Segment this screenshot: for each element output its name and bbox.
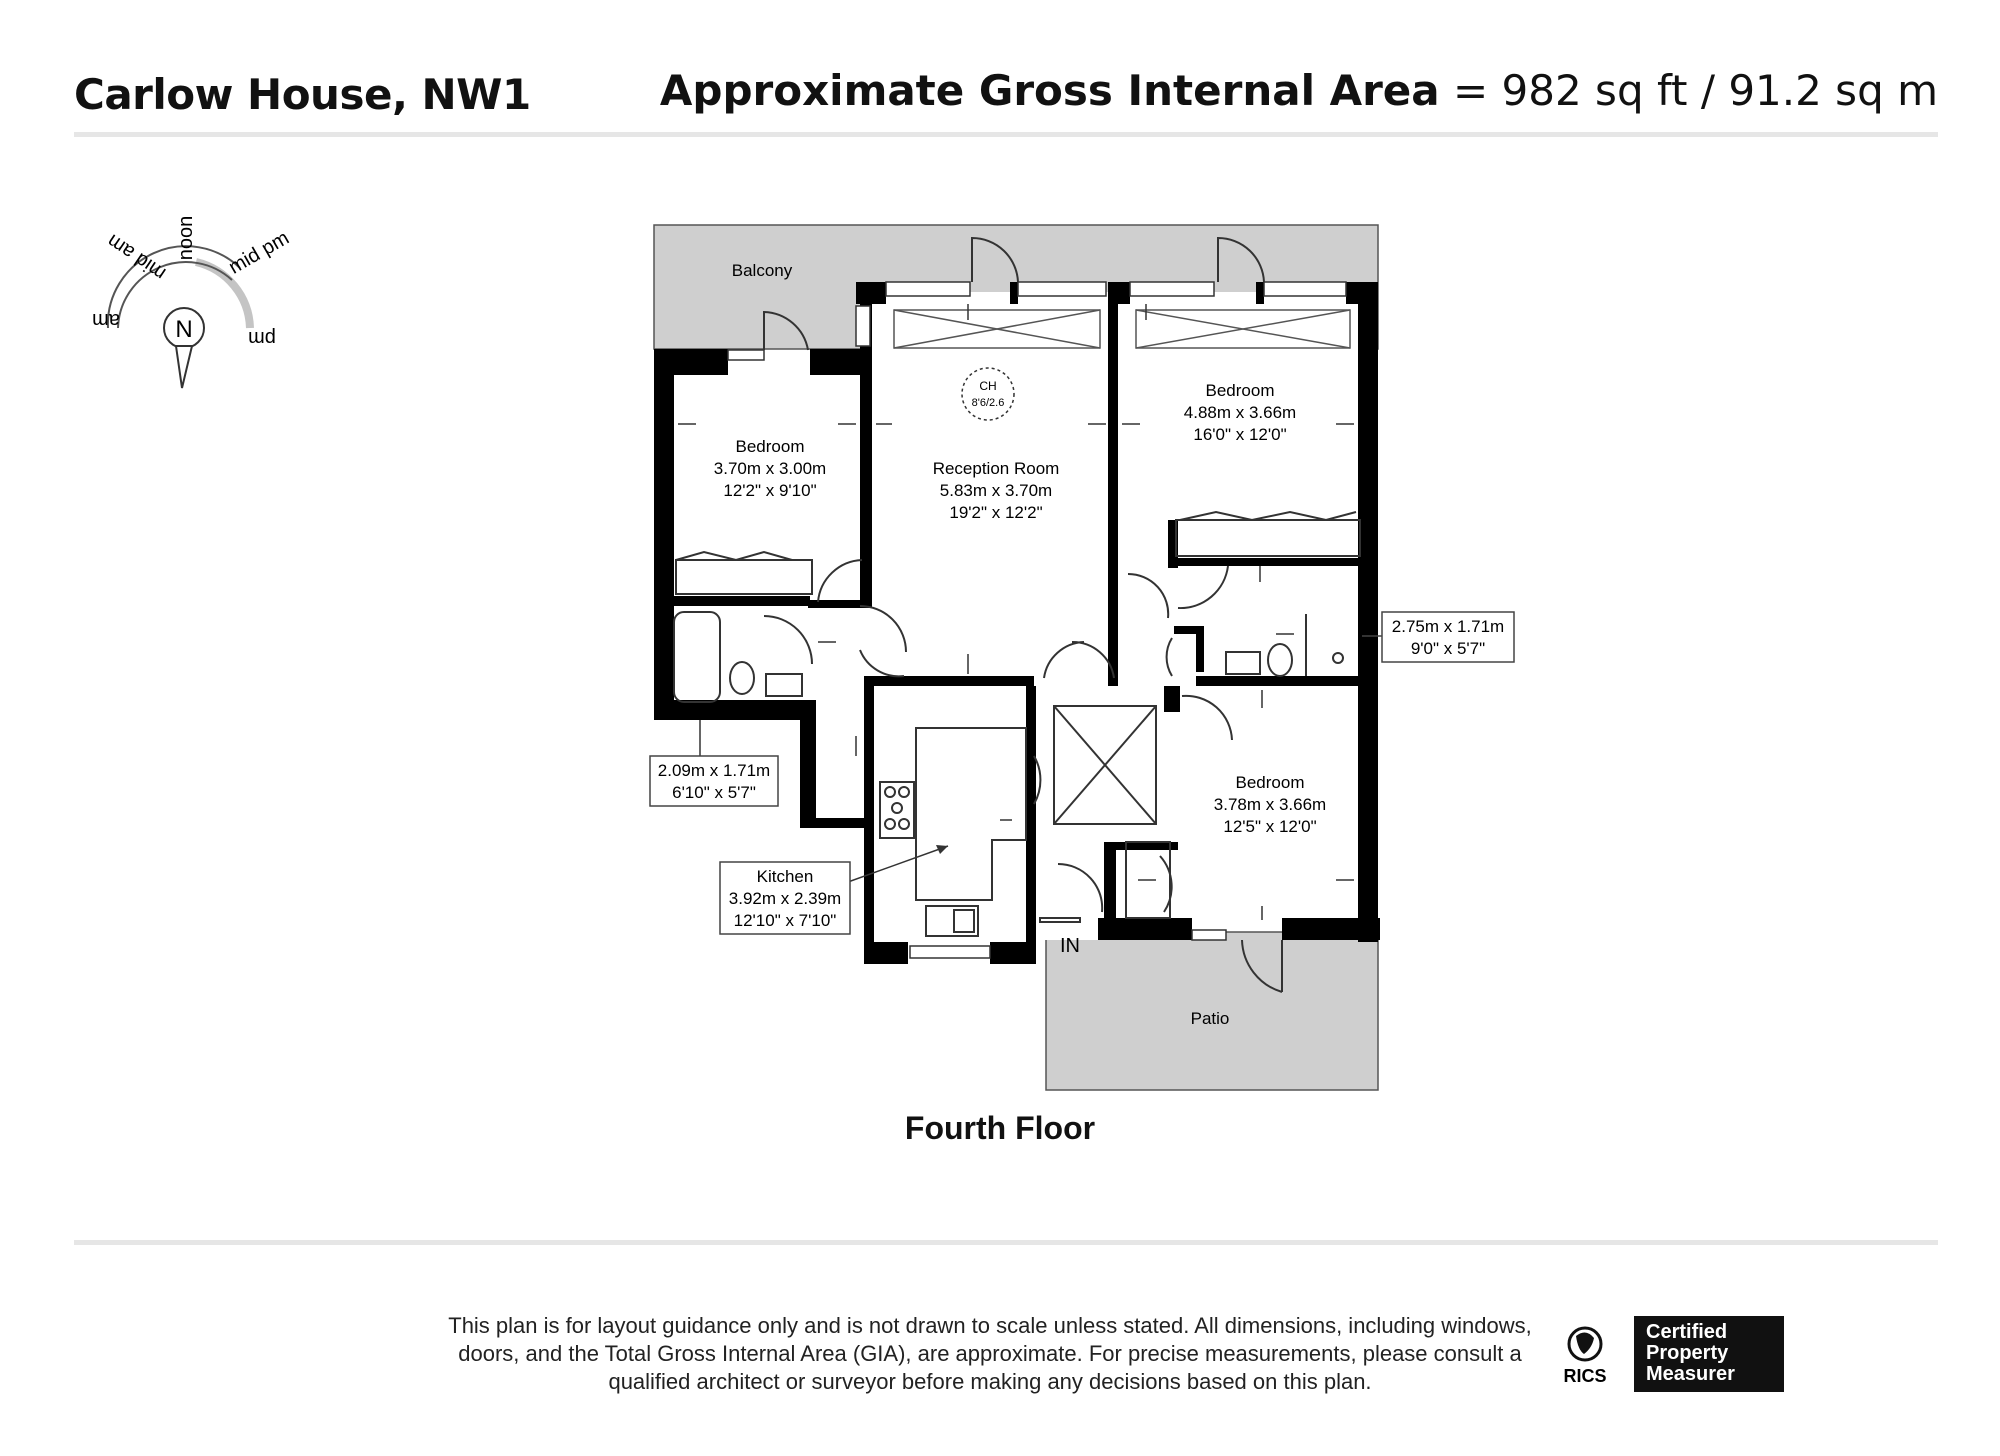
cert-line-2: Property [1646,1342,1729,1364]
patio-label: Patio [1190,1009,1230,1028]
footer-divider [74,1240,1938,1245]
cert-line-3: Measurer [1646,1363,1735,1385]
bathroom-right-metric: 2.75m x 1.71m [1391,617,1505,636]
bedroom-lower-imperial: 12'5" x 12'0" [1223,817,1317,836]
bedroom-left-metric: 3.70m x 3.00m [713,459,827,478]
kitchen-metric: 3.92m x 2.39m [728,889,842,908]
rics-logo [1556,1322,1614,1388]
area-label: Approximate Gross Internal Area [659,66,1440,115]
bedroom-right-imperial: 16'0" x 12'0" [1193,425,1287,444]
entrance-label: IN [1060,935,1080,957]
reception-name: Reception Room [932,459,1060,478]
bedroom-lower-metric: 3.78m x 3.66m [1213,795,1327,814]
certified-property-measurer-badge [1634,1316,1784,1392]
bedroom-right-metric: 4.88m x 3.66m [1183,403,1297,422]
bedroom-right-name: Bedroom [1205,381,1275,400]
kitchen-imperial: 12'10" x 7'10" [733,911,837,930]
compass-noon: noon [175,215,197,261]
compass-mid-pm: mid pm [225,226,293,279]
bedroom-left-name: Bedroom [735,437,805,456]
bathroom-left-label-box [650,756,778,806]
compass-north: N [175,316,193,343]
bedroom-lower-name: Bedroom [1235,773,1305,792]
property-title: Carlow House, NW1 [74,70,531,119]
bedroom-left-imperial: 12'2" x 9'10" [723,481,817,500]
balcony-label: Balcony [731,261,793,280]
bathroom-right-label-box [1362,612,1514,662]
compass-needle [176,346,192,388]
compass-am: am [92,309,120,331]
kitchen-name: Kitchen [756,867,814,886]
disclaimer: This plan is for layout guidance only and is not drawn to scale unless stated. All dimensions, including windows, doors, and the Total Gross Internal Area (GIA), are approximate. For precise measurements, please consult a qualified architect or surveyor before making any decisions based on this plan. [448,1313,1532,1394]
bathroom-right-imperial: 9'0" x 5'7" [1410,639,1486,658]
ceiling-height-value: 8'6/2.6 [971,397,1005,409]
cert-line-1: Certified [1646,1321,1728,1343]
bathroom-left-metric: 2.09m x 1.71m [657,761,771,780]
area-value: = 982 sq ft / 91.2 sq m [1453,66,1938,115]
bathroom-left-imperial: 6'10" x 5'7" [672,783,756,802]
compass-pm: pm [248,327,276,349]
floor-name: Fourth Floor [904,1110,1096,1146]
reception-imperial: 19'2" x 12'2" [949,503,1043,522]
rics-lion-icon [1556,1322,1614,1388]
reception-metric: 5.83m x 3.70m [939,481,1053,500]
floor-title [0,1110,2000,1147]
kitchen-label-box [720,862,850,934]
rics-wordmark: RICS [1563,1366,1607,1386]
compass-mid-am: mid am [103,229,170,285]
ceiling-height-label: CH [979,379,997,393]
compass [92,216,293,388]
